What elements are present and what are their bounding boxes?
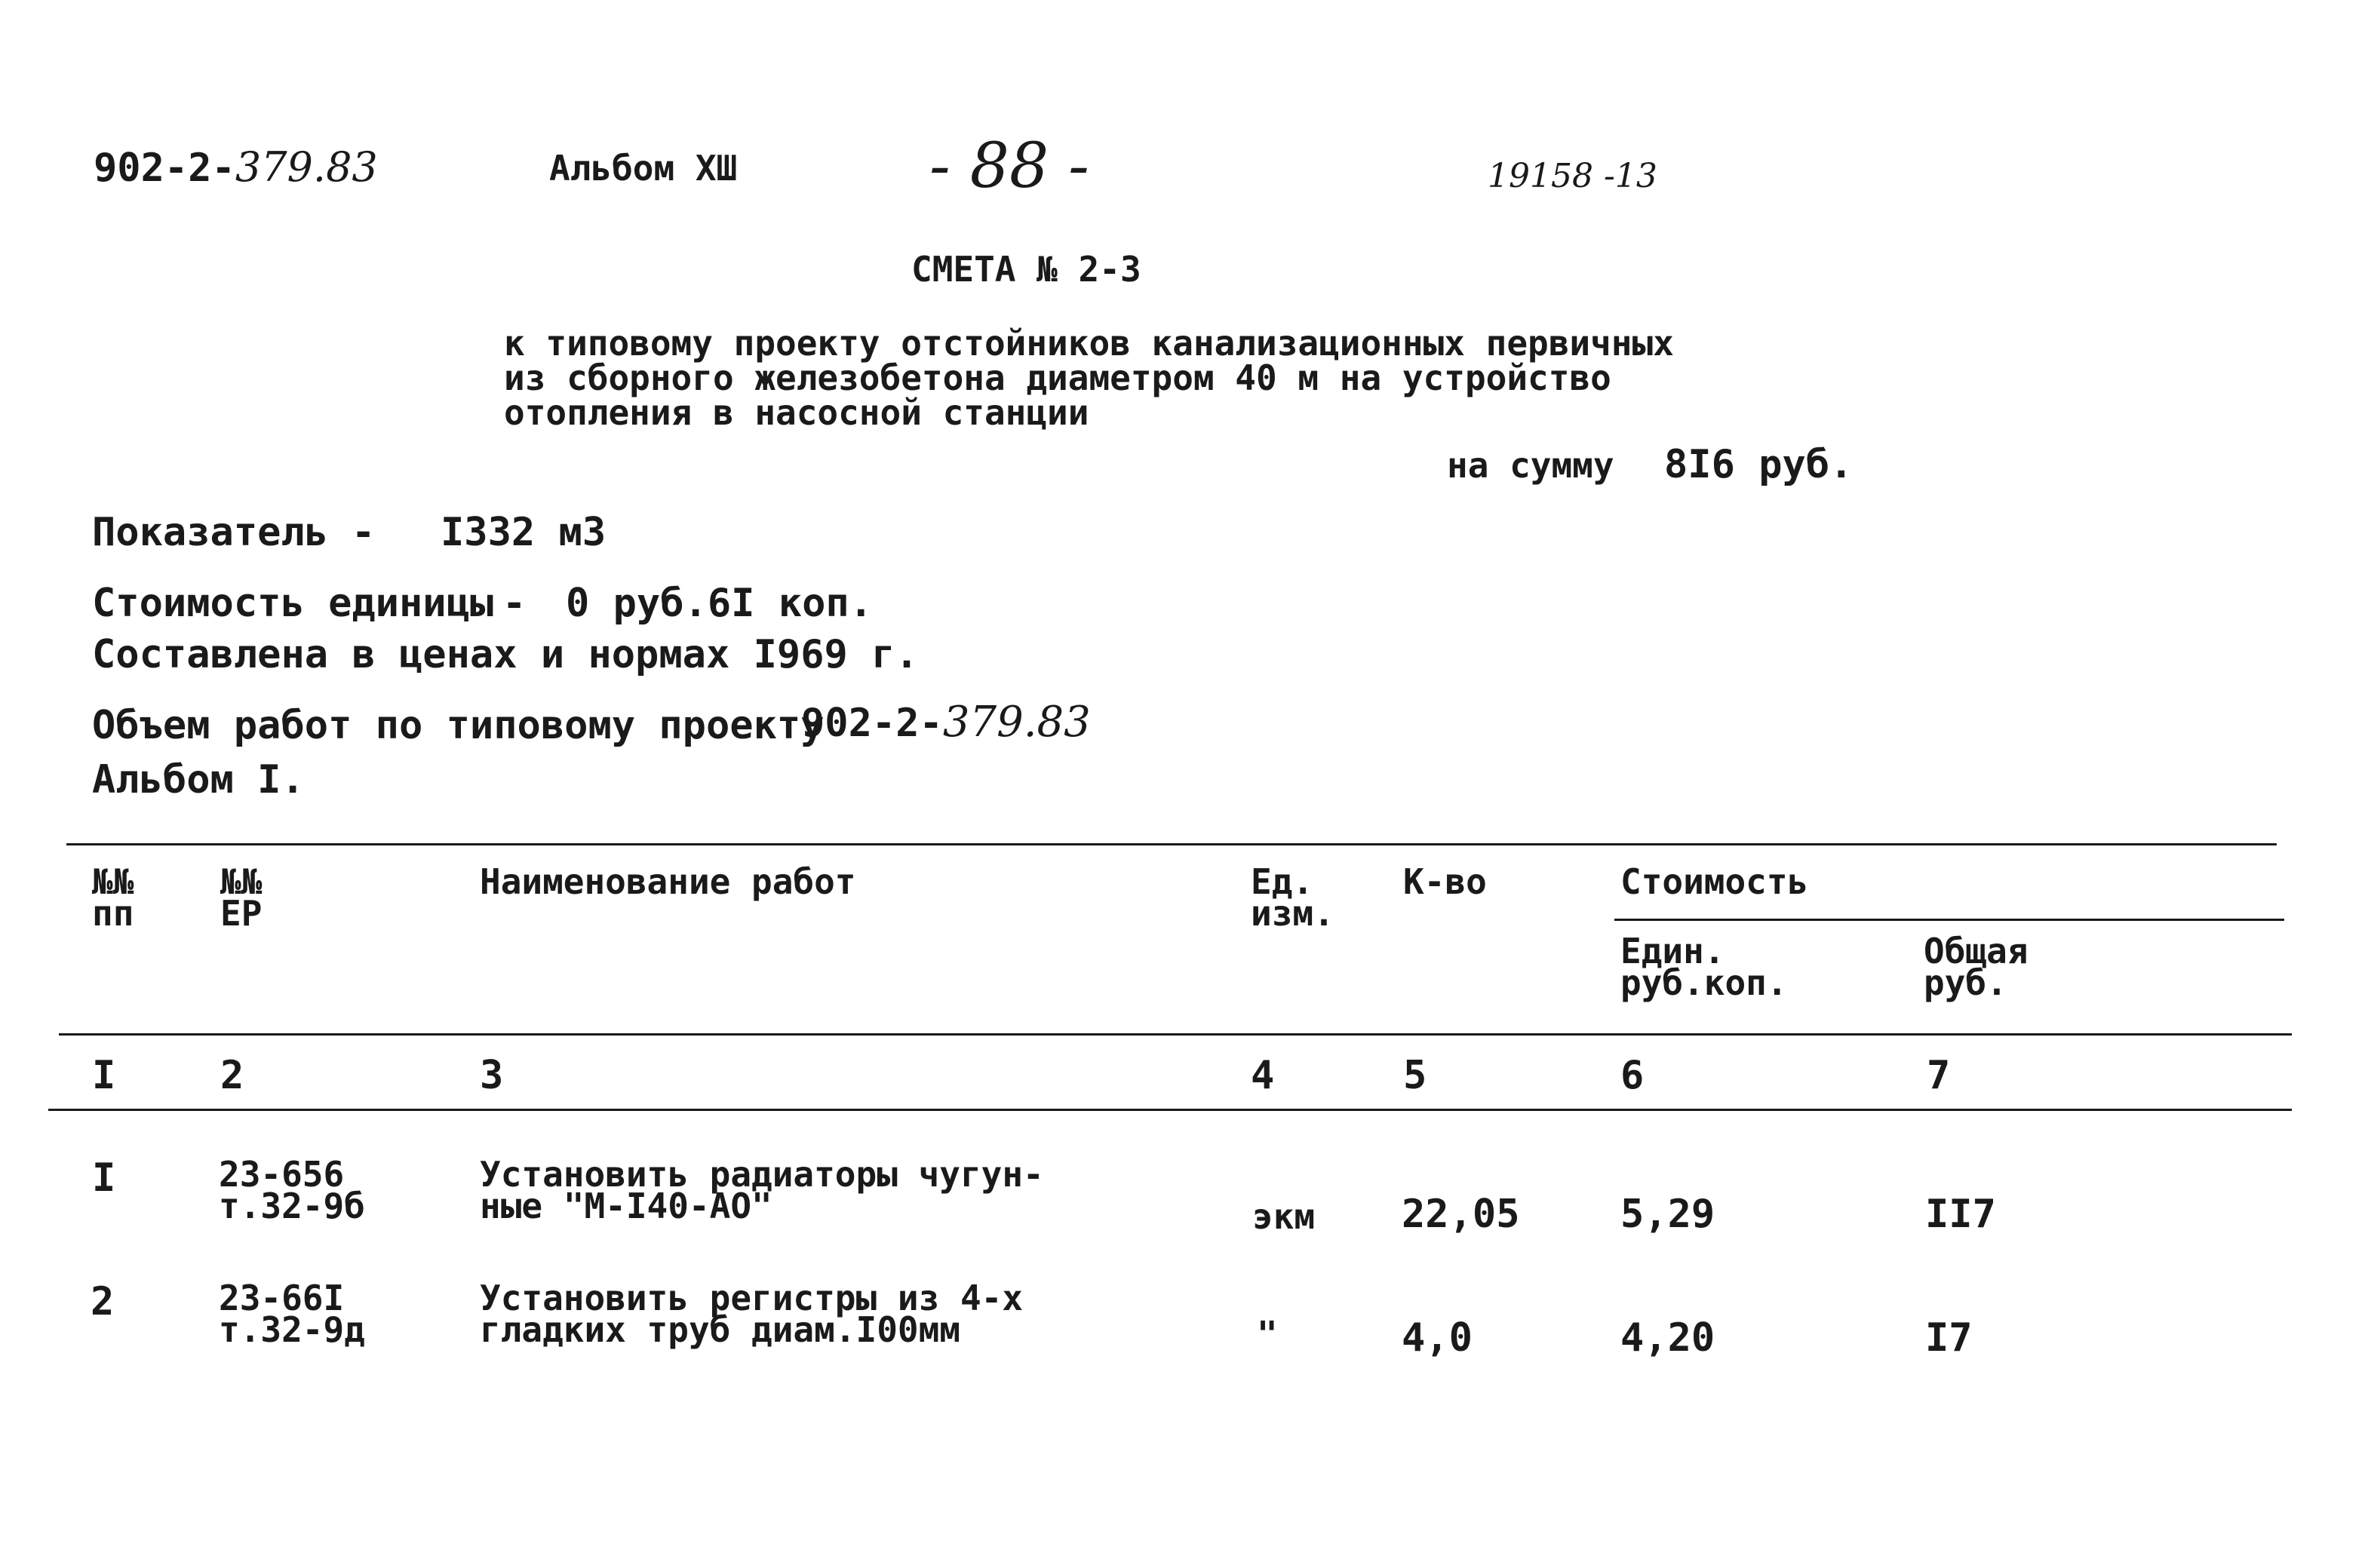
work-name: Установить радиаторы чугун- ные "М-I40-АО" <box>480 1154 1044 1226</box>
cost-group-rule <box>1614 919 2284 921</box>
column-numbers-rule <box>48 1109 2292 1111</box>
quantity: 4,0 <box>1402 1315 1473 1361</box>
column-number: 7 <box>1927 1053 1951 1098</box>
unit-cost-dash: - <box>502 581 527 626</box>
sum-value: 8I6 руб. <box>1664 442 1853 487</box>
header-unit-price: Един. руб.коп. <box>1620 931 1788 1003</box>
document-number: 19158 -13 <box>1488 157 1657 195</box>
project-code-printed: 902-2- <box>94 146 235 191</box>
page-number: - 88 - <box>929 130 1089 202</box>
quantity: 22,05 <box>1402 1192 1520 1237</box>
total-cost: I7 <box>1925 1315 1973 1361</box>
unit-cost-label: Стоимость единицы <box>92 581 494 626</box>
estimate-heading: СМЕТА № 2-3 <box>911 249 1141 290</box>
subtitle-line-3: отопления в насосной станции <box>504 392 1089 433</box>
row-number: 2 <box>91 1279 115 1324</box>
volume-code-printed: 902-2- <box>801 701 943 746</box>
column-number: 6 <box>1620 1053 1645 1098</box>
column-number: 3 <box>480 1053 504 1098</box>
work-name: Установить регистры из 4-х гладких труб диам.I00мм <box>480 1278 1024 1350</box>
column-number: I <box>92 1053 116 1098</box>
column-number: 2 <box>220 1053 244 1098</box>
project-code-handwritten: 379.83 <box>235 143 378 191</box>
unit-price: 4,20 <box>1620 1315 1715 1361</box>
sum-label: на сумму <box>1447 445 1614 486</box>
total-cost: II7 <box>1925 1192 1996 1237</box>
header-row-number: №№ пп <box>92 861 134 934</box>
header-norm-code: №№ ЕР <box>220 861 263 934</box>
unit-price: 5,29 <box>1620 1192 1715 1237</box>
row-number: I <box>92 1155 116 1201</box>
album-label: Альбом XШ <box>549 148 738 189</box>
project-code <box>94 143 378 191</box>
unit: " <box>1257 1314 1278 1355</box>
column-number: 5 <box>1403 1053 1427 1098</box>
norm-code: 23-656 т.32-9б <box>219 1154 365 1226</box>
header-work-name: Наименование работ <box>480 861 856 902</box>
header-cost-group: Стоимость <box>1620 861 1809 902</box>
subtitle-line-1: к типовому проекту отстойников канализационных первичных <box>504 323 1674 364</box>
header-total: Общая руб. <box>1924 931 2029 1003</box>
indicator-dash: - <box>352 510 376 555</box>
header-bottom-rule <box>59 1033 2292 1036</box>
album-line: Альбом I. <box>92 757 305 802</box>
indicator-label: Показатель <box>92 510 329 555</box>
header-unit: Ед. изм. <box>1251 861 1334 934</box>
subtitle-line-2: из сборного железобетона диаметром 40 м на устройство <box>504 357 1611 398</box>
unit-cost-value: 0 руб.6I коп. <box>566 581 873 626</box>
volume-code-handwritten: 379.83 <box>942 698 1091 747</box>
norm-code: 23-66I т.32-9д <box>219 1278 365 1350</box>
table-top-rule <box>66 843 2277 845</box>
column-number: 4 <box>1251 1053 1275 1098</box>
volume-label: Объем работ по типовому проекту <box>92 703 825 748</box>
indicator-value: I332 м3 <box>441 510 607 555</box>
header-quantity: К-во <box>1403 861 1487 902</box>
volume-code <box>801 698 1091 747</box>
prices-line: Составлена в ценах и нормах I969 г. <box>92 632 919 677</box>
unit: экм <box>1252 1196 1316 1237</box>
